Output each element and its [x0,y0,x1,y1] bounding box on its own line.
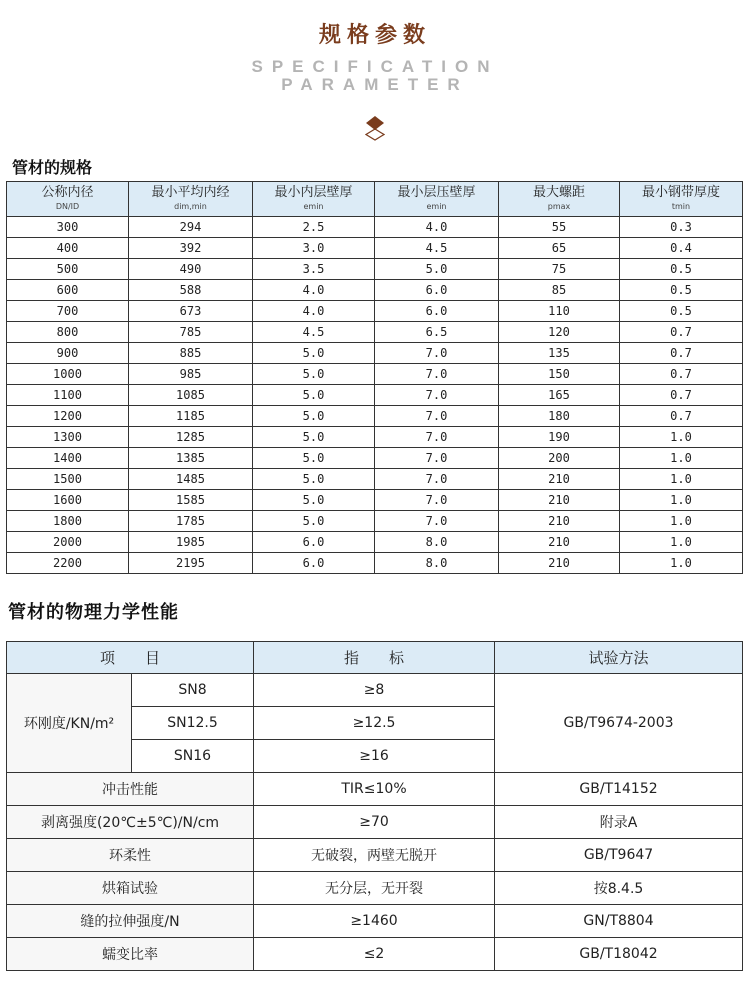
spec-cell: 0.7 [620,343,743,364]
phys-index: ≥70 [254,806,495,839]
spec-row [7,406,743,427]
diamond-ornament-icon [365,115,385,141]
spec-cell: 7.0 [375,364,499,385]
spec-row [7,448,743,469]
ring-stiffness-method: GB/T9674-2003 [495,674,743,773]
spec-row [7,217,743,238]
spec-cell: 400 [7,238,129,259]
spec-header-cell: 最大螺距 pmax [499,182,620,217]
spec-cell: 1.0 [620,490,743,511]
spec-row [7,343,743,364]
spec-cell: 1485 [129,469,253,490]
spec-cell: 4.5 [253,322,375,343]
spec-cell: 1300 [7,427,129,448]
spec-header-cell: 最小内层壁厚 emin [253,182,375,217]
spec-section-title: 管材的规格 [12,158,93,177]
spec-cell: 5.0 [253,490,375,511]
spec-cell: 2.5 [253,217,375,238]
spec-cell: 490 [129,259,253,280]
spec-cell: 600 [7,280,129,301]
spec-cell: 2195 [129,553,253,574]
spec-cell: 150 [499,364,620,385]
phys-index: TIR≤10% [254,773,495,806]
ring-stiffness-grade: SN16 [132,740,254,773]
spec-cell: 85 [499,280,620,301]
spec-cell: 1500 [7,469,129,490]
phys-index: 无破裂，两壁无脱开 [254,839,495,872]
spec-cell: 1285 [129,427,253,448]
spec-cell: 200 [499,448,620,469]
spec-cell: 588 [129,280,253,301]
spec-header-cell: 最小钢带厚度 tmin [620,182,743,217]
spec-cell: 4.0 [375,217,499,238]
spec-header-cell: 最小平均内经 dim,min [129,182,253,217]
spec-cell: 0.7 [620,406,743,427]
phys-method: 附录A [495,806,743,839]
phys-row [7,872,743,905]
phys-index: ≥1460 [254,905,495,938]
spec-cell: 0.3 [620,217,743,238]
phys-index: ≤2 [254,938,495,971]
spec-cell: 5.0 [253,343,375,364]
ring-stiffness-value: ≥8 [254,674,495,707]
spec-cell: 1.0 [620,427,743,448]
spec-cell: 7.0 [375,343,499,364]
spec-cell: 210 [499,553,620,574]
spec-cell: 1585 [129,490,253,511]
spec-cell: 673 [129,301,253,322]
spec-cell: 1085 [129,385,253,406]
spec-cell: 6.0 [375,280,499,301]
spec-cell: 8.0 [375,532,499,553]
spec-cell: 0.5 [620,301,743,322]
spec-cell: 7.0 [375,427,499,448]
spec-cell: 7.0 [375,406,499,427]
spec-cell: 5.0 [253,448,375,469]
spec-row [7,238,743,259]
subtitle-en-line1: SPECIFICATION [251,57,499,76]
spec-cell: 1785 [129,511,253,532]
spec-cell: 1985 [129,532,253,553]
spec-header-cell: 公称内径 DN/ID [7,182,129,217]
phys-item: 缝的拉伸强度/N [7,905,254,938]
spec-row [7,511,743,532]
spec-table-body [7,217,743,574]
spec-cell: 985 [129,364,253,385]
ring-stiffness-value: ≥12.5 [254,707,495,740]
spec-cell: 180 [499,406,620,427]
spec-cell: 4.5 [375,238,499,259]
spec-cell: 1.0 [620,469,743,490]
spec-cell: 5.0 [375,259,499,280]
spec-cell: 800 [7,322,129,343]
spec-cell: 700 [7,301,129,322]
spec-cell: 165 [499,385,620,406]
spec-cell: 1.0 [620,511,743,532]
spec-cell: 5.0 [253,427,375,448]
phys-header-index: 指 标 [254,642,495,674]
spec-cell: 1.0 [620,532,743,553]
spec-cell: 6.0 [253,532,375,553]
spec-cell: 210 [499,532,620,553]
spec-cell: 392 [129,238,253,259]
spec-row [7,301,743,322]
spec-row [7,427,743,448]
spec-cell: 120 [499,322,620,343]
phys-method: GB/T14152 [495,773,743,806]
spec-cell: 75 [499,259,620,280]
spec-cell: 5.0 [253,511,375,532]
phys-row [7,905,743,938]
phys-row [7,839,743,872]
spec-row [7,553,743,574]
spec-row [7,469,743,490]
spec-cell: 2000 [7,532,129,553]
phys-row [7,773,743,806]
spec-row [7,280,743,301]
phys-header-item: 项 目 [7,642,254,674]
spec-cell: 1200 [7,406,129,427]
phys-method: GB/T18042 [495,938,743,971]
spec-cell: 0.7 [620,364,743,385]
ring-stiffness-value: ≥16 [254,740,495,773]
spec-cell: 55 [499,217,620,238]
spec-cell: 7.0 [375,490,499,511]
spec-cell: 900 [7,343,129,364]
phys-table [6,641,743,971]
phys-row [7,806,743,839]
spec-cell: 0.5 [620,259,743,280]
phys-header-method: 试验方法 [495,642,743,674]
spec-cell: 5.0 [253,385,375,406]
spec-cell: 4.0 [253,280,375,301]
spec-cell: 1100 [7,385,129,406]
spec-row [7,385,743,406]
phys-method: 按8.4.5 [495,872,743,905]
ring-stiffness-grade: SN8 [132,674,254,707]
spec-cell: 5.0 [253,469,375,490]
phys-index: 无分层，无开裂 [254,872,495,905]
spec-cell: 7.0 [375,511,499,532]
page-title: 规格参数 [318,23,431,48]
spec-cell: 210 [499,490,620,511]
spec-header-cell: 最小层压壁厚 emin [375,182,499,217]
ring-stiffness-grade: SN12.5 [132,707,254,740]
spec-cell: 0.7 [620,385,743,406]
spec-row [7,259,743,280]
spec-cell: 1385 [129,448,253,469]
spec-cell: 65 [499,238,620,259]
spec-cell: 0.5 [620,280,743,301]
spec-cell: 500 [7,259,129,280]
spec-row [7,364,743,385]
spec-cell: 190 [499,427,620,448]
spec-cell: 6.0 [375,301,499,322]
phys-item: 蠕变比率 [7,938,254,971]
phys-method: GN/T8804 [495,905,743,938]
spec-cell: 1000 [7,364,129,385]
spec-row [7,490,743,511]
ring-stiffness-label: 环刚度/KN/m² [7,674,132,773]
spec-cell: 210 [499,469,620,490]
spec-cell: 210 [499,511,620,532]
spec-cell: 1185 [129,406,253,427]
phys-header-row [7,642,743,674]
spec-cell: 8.0 [375,553,499,574]
phys-row [7,938,743,971]
spec-cell: 7.0 [375,385,499,406]
spec-cell: 3.5 [253,259,375,280]
spec-row [7,532,743,553]
subtitle-en-line2: PARAMETER [281,75,469,94]
spec-cell: 6.5 [375,322,499,343]
spec-cell: 0.4 [620,238,743,259]
phys-item: 环柔性 [7,839,254,872]
spec-cell: 885 [129,343,253,364]
phys-item: 剥离强度(20℃±5℃)/N/cm [7,806,254,839]
spec-cell: 5.0 [253,364,375,385]
spec-cell: 1600 [7,490,129,511]
spec-cell: 4.0 [253,301,375,322]
spec-cell: 7.0 [375,448,499,469]
spec-cell: 5.0 [253,406,375,427]
spec-cell: 2200 [7,553,129,574]
spec-cell: 0.7 [620,322,743,343]
spec-cell: 785 [129,322,253,343]
spec-cell: 300 [7,217,129,238]
spec-cell: 110 [499,301,620,322]
phys-section-title: 管材的物理力学性能 [8,602,179,623]
spec-cell: 1.0 [620,448,743,469]
phys-method: GB/T9647 [495,839,743,872]
spec-cell: 7.0 [375,469,499,490]
spec-header-row [7,182,743,217]
spec-cell: 1.0 [620,553,743,574]
spec-table [6,181,743,574]
spec-cell: 6.0 [253,553,375,574]
phys-item: 烘箱试验 [7,872,254,905]
spec-cell: 1800 [7,511,129,532]
spec-cell: 3.0 [253,238,375,259]
spec-row [7,322,743,343]
spec-cell: 1400 [7,448,129,469]
spec-cell: 135 [499,343,620,364]
spec-cell: 294 [129,217,253,238]
phys-row [7,674,743,707]
phys-item: 冲击性能 [7,773,254,806]
